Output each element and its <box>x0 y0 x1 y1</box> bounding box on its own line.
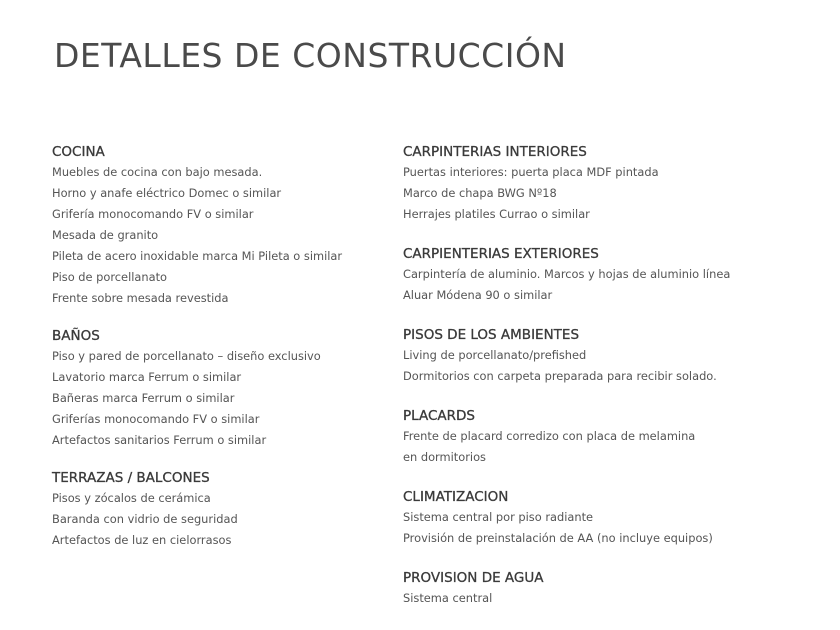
left-column <box>52 142 382 551</box>
list-item: Bañeras marca Ferrum o similar <box>52 391 235 405</box>
list-item: Artefactos de luz en cielorrasos <box>52 533 232 547</box>
page-title: DETALLES DE CONSTRUCCIÓN <box>54 36 567 75</box>
section-heading: CARPINTERIAS INTERIORES <box>403 144 587 160</box>
list-item: Frente de placard corredizo con placa de melamina <box>403 429 696 443</box>
section-heading: TERRAZAS / BALCONES <box>52 470 210 486</box>
list-item: Baranda con vidrio de seguridad <box>52 512 238 526</box>
section-terrazas-balcones <box>52 468 382 551</box>
item-list <box>403 162 823 225</box>
list-item: Pisos y zócalos de cerámica <box>52 491 211 505</box>
section-heading: COCINA <box>52 144 105 160</box>
list-item: Lavatorio marca Ferrum o similar <box>52 370 242 384</box>
list-item: Aluar Módena 90 o similar <box>403 288 553 302</box>
section-pisos-de-los-ambientes <box>403 325 823 387</box>
list-item: Piso y pared de porcellanato – diseño exclusivo <box>52 349 321 363</box>
list-item: Herrajes platiles Currao o similar <box>403 207 590 221</box>
section-heading: PISOS DE LOS AMBIENTES <box>403 327 580 343</box>
list-item: Grifería monocomando FV o similar <box>52 207 254 221</box>
list-item: Dormitorios con carpeta preparada para recibir solado. <box>403 369 717 383</box>
list-item: Marco de chapa BWG Nº18 <box>403 186 557 200</box>
list-item: Pileta de acero inoxidable marca Mi Pileta o similar <box>52 249 343 263</box>
section-heading: CLIMATIZACION <box>403 489 509 505</box>
item-list <box>52 346 382 451</box>
list-item: Carpintería de aluminio. Marcos y hojas de aluminio línea <box>403 267 731 281</box>
list-item: Griferías monocomando FV o similar <box>52 412 260 426</box>
item-list <box>52 162 382 309</box>
list-item: Muebles de cocina con bajo mesada. <box>52 165 263 179</box>
section-heading: BAÑOS <box>52 328 100 344</box>
list-item: Puertas interiores: puerta placa MDF pintada <box>403 165 659 179</box>
list-item: Sistema central <box>403 591 493 605</box>
list-item: Horno y anafe eléctrico Domec o similar <box>52 186 282 200</box>
list-item: Mesada de granito <box>52 228 159 242</box>
section-banos <box>52 326 382 451</box>
item-list <box>403 426 823 468</box>
item-list <box>403 345 823 387</box>
list-item: Provisión de preinstalación de AA (no incluye equipos) <box>403 531 713 545</box>
list-item: Sistema central por piso radiante <box>403 510 594 524</box>
item-list <box>403 264 823 306</box>
section-heading: PROVISION DE AGUA <box>403 570 544 586</box>
section-climatizacion <box>403 487 823 549</box>
section-carpinterias-interiores <box>403 142 823 225</box>
section-heading: PLACARDS <box>403 408 475 424</box>
item-list <box>403 507 823 549</box>
item-list <box>52 488 382 551</box>
right-column <box>403 142 823 609</box>
section-placards <box>403 406 823 468</box>
section-heading: CARPIENTERIAS EXTERIORES <box>403 246 599 262</box>
section-carpienterias-exteriores <box>403 244 823 306</box>
section-provision-de-agua <box>403 568 823 609</box>
list-item: Piso de porcellanato <box>52 270 168 284</box>
section-cocina <box>52 142 382 309</box>
list-item: Living de porcellanato/prefished <box>403 348 587 362</box>
item-list <box>403 588 823 609</box>
list-item: Frente sobre mesada revestida <box>52 291 229 305</box>
list-item: en dormitorios <box>403 450 486 464</box>
list-item: Artefactos sanitarios Ferrum o similar <box>52 433 267 447</box>
